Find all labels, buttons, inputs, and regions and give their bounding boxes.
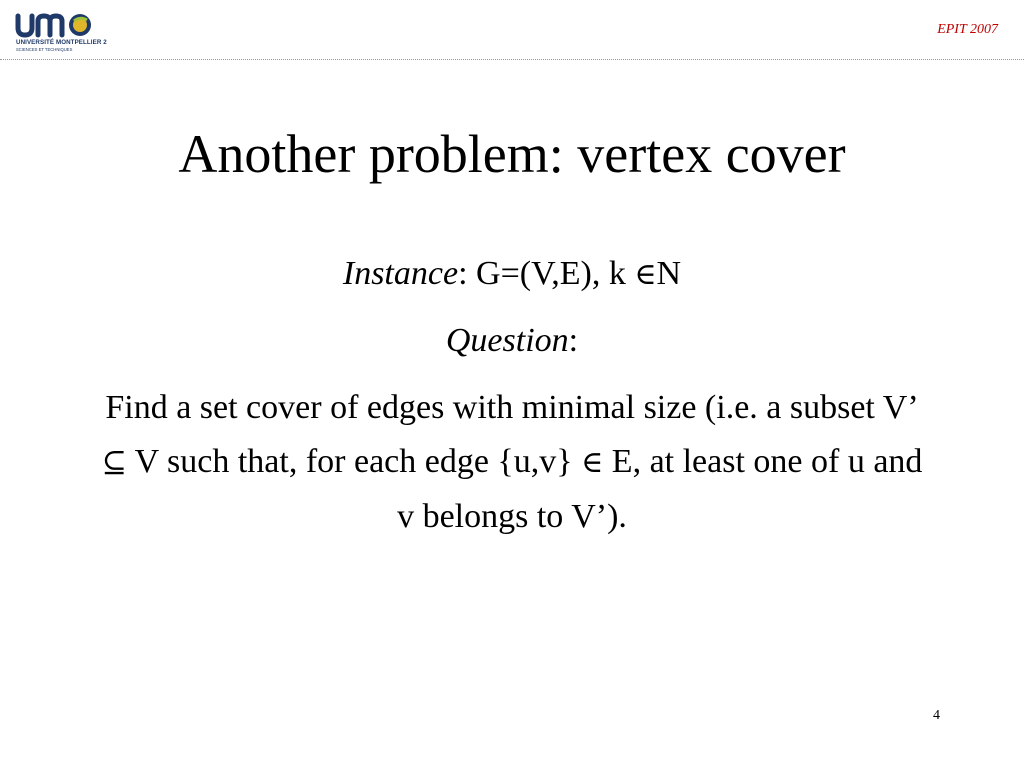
event-tag: EPIT 2007	[937, 22, 998, 37]
natural-numbers-set: N	[656, 255, 682, 292]
instance-text: G=(V,E), k	[467, 255, 635, 292]
member-symbol: ∈	[581, 445, 604, 480]
subset-symbol: ⊆	[101, 445, 127, 480]
definition-part-3: E, at least one of u and v belongs to V’).	[397, 443, 923, 535]
logo-university-name: UNIVERSITÉ MONTPELLIER 2	[16, 39, 107, 46]
instance-separator: :	[458, 255, 468, 292]
university-logo	[14, 8, 110, 58]
slide-title: Another problem: vertex cover	[178, 124, 846, 184]
slide-body	[90, 248, 934, 544]
definition-part-2: V such that, for each edge {u,v}	[126, 443, 582, 480]
logo-faculty-name: SCIENCES ET TECHNIQUES	[16, 47, 73, 52]
instance-line	[90, 248, 934, 301]
slide-header	[0, 0, 1024, 60]
question-line	[90, 315, 934, 367]
question-label: Question	[445, 322, 569, 359]
instance-label: Instance	[342, 255, 459, 292]
problem-definition	[90, 381, 934, 544]
um2-logo-mark	[14, 8, 110, 40]
element-of-symbol: ∈	[634, 257, 657, 292]
definition-part-1: Find a set cover of edges with minimal size (i.e. a subset V’	[105, 389, 919, 426]
question-separator: :	[568, 322, 579, 359]
page-number: 4	[933, 708, 940, 723]
header-divider	[0, 59, 1024, 60]
